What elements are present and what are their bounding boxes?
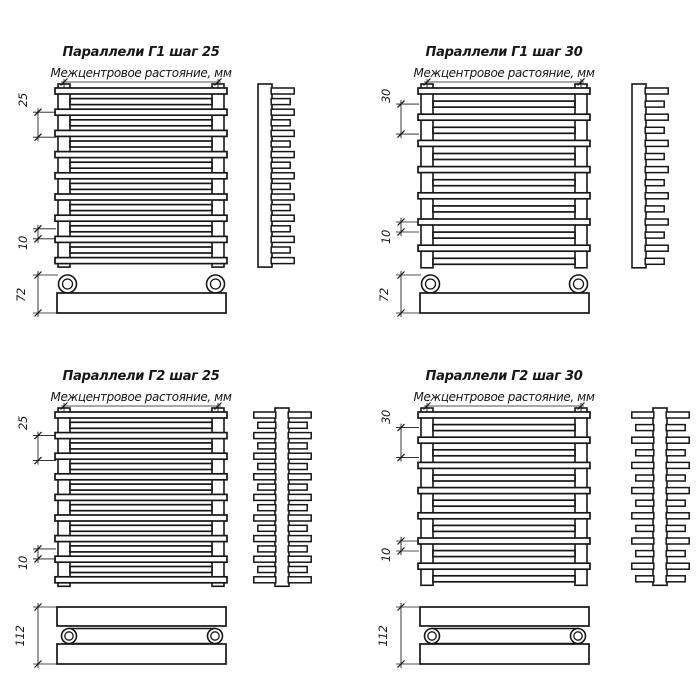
height-dimension-label: 112 [13,625,27,647]
gap-dimension-label: 10 [379,229,393,245]
step-dimension-label: 25 [16,92,30,108]
diagram-g2-30 [376,369,689,668]
step-dimension-label: 25 [16,415,30,431]
center-distance-label: Межцентровое растояние, мм [50,66,232,80]
diagram-g1-30-linework [396,79,668,318]
height-dimension-label: 72 [14,287,28,303]
gap-dimension-label: 10 [16,555,30,571]
step-dimension-label: 30 [379,409,393,425]
diagram-g1-25-linework [33,79,294,318]
diagram-g2-25 [13,369,311,668]
gap-dimension-label: 10 [379,547,393,563]
gap-dimension-label: 10 [16,235,30,251]
diagram-title: Параллели Г2 шаг 25 [62,369,220,384]
diagram-g1-30 [377,45,668,317]
diagram-g2-25-linework [33,403,311,669]
step-dimension-label: 30 [379,88,393,104]
diagram-title: Параллели Г1 шаг 25 [62,45,220,60]
diagram-title: Параллели Г1 шаг 30 [425,45,583,60]
height-dimension-label: 112 [376,625,390,647]
center-distance-label: Межцентровое растояние, мм [50,390,232,404]
center-distance-label: Межцентровое растояние, мм [413,66,595,80]
height-dimension-label: 72 [377,287,391,303]
diagram-g2-30-linework [396,403,689,669]
diagram-title: Параллели Г2 шаг 30 [425,369,583,384]
diagram-g1-25 [14,45,294,317]
center-distance-label: Межцентровое растояние, мм [413,390,595,404]
